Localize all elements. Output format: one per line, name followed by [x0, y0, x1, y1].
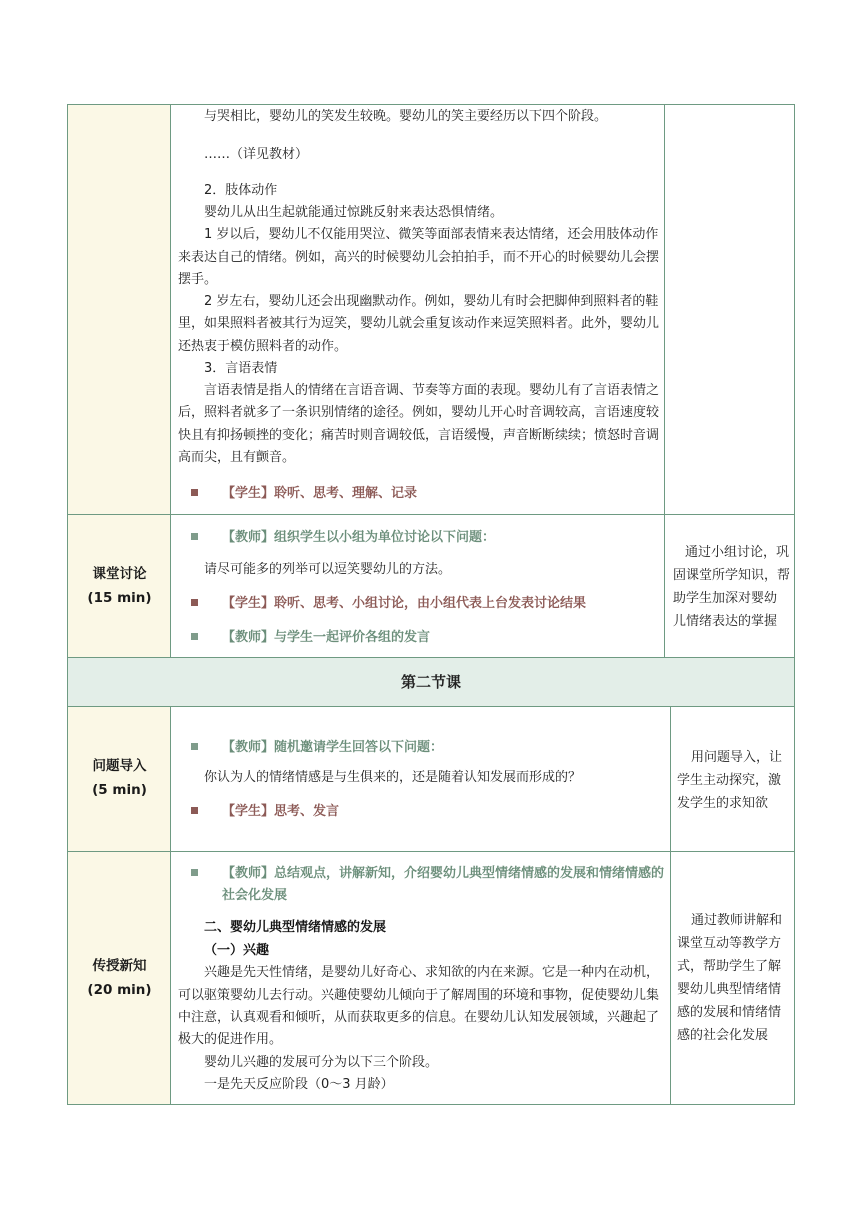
- text-line: 2 岁左右，婴幼儿还会出现幽默动作。例如，婴幼儿有时会把脚伸到照料者的鞋: [204, 294, 659, 309]
- intent-line: 用问题导入，让: [691, 750, 783, 765]
- teacher-activity: 【教师】总结观点，讲解新知，介绍婴幼儿典型情绪情感的发展和情绪情感的: [191, 863, 664, 885]
- student-activity: 【学生】聆听、思考、小组讨论，由小组代表上台发表讨论结果: [191, 593, 586, 615]
- section-header: 第二节课: [68, 658, 794, 706]
- bullet-square-icon: [191, 489, 198, 496]
- subheading: 3．言语表情: [204, 361, 278, 376]
- intent-line: 通过教师讲解和: [691, 913, 783, 928]
- row3-label-cell: [68, 707, 170, 851]
- bullet-square-icon: [191, 599, 198, 606]
- stage-duration: (15 min): [87, 590, 152, 606]
- row4-label-cell: [68, 852, 170, 1104]
- teacher-activity-cont: 社会化发展: [222, 888, 288, 903]
- teacher-activity: 【教师】与学生一起评价各组的发言: [191, 627, 430, 649]
- text-line: 高而尖，且有颤音。: [178, 450, 296, 465]
- intent-line: 课堂互动等教学方: [677, 936, 782, 951]
- text-line: 可以驱策婴幼儿去行动。兴趣使婴幼儿倾向于了解周围的环境和事物，促使婴幼儿集: [178, 988, 660, 1003]
- text-line: 婴幼儿兴趣的发展可分为以下三个阶段。: [204, 1055, 439, 1070]
- stage-title: 传授新知: [92, 958, 147, 974]
- text-line: ……（详见教材）: [204, 147, 309, 162]
- section-heading: 二、婴幼儿典型情绪情感的发展: [204, 920, 387, 935]
- bullet-square-icon: [191, 533, 198, 540]
- row3-content: [171, 707, 669, 851]
- row4-content: [171, 852, 669, 1104]
- stage-title: 问题导入: [92, 758, 147, 774]
- stage-title: 课堂讨论: [92, 566, 147, 582]
- text-line: 1 岁以后，婴幼儿不仅能用哭泣、微笑等面部表情来表达情绪，还会用肢体动作: [204, 227, 659, 242]
- row2-content: [171, 515, 663, 657]
- row3-design-intent: [671, 707, 793, 851]
- text-line: 来表达自己的情绪。例如，高兴的时候婴幼儿会拍拍手，而不开心的时候婴幼儿会摆: [178, 250, 660, 265]
- text-line: 中注意，认真观看和倾听，从而获取更多的信息。在婴幼儿认知发展领域，兴趣起了: [178, 1010, 660, 1025]
- text-line: 兴趣是先天性情绪，是婴幼儿好奇心、求知欲的内在来源。它是一种内在动机，: [204, 965, 660, 980]
- discussion-question: 请尽可能多的列举可以逗笑婴幼儿的方法。: [204, 562, 452, 577]
- bullet-square-icon: [191, 633, 198, 640]
- subheading: 2．肢体动作: [204, 183, 278, 198]
- text-line: 一是先天反应阶段（0～3 月龄）: [204, 1077, 394, 1092]
- text-line: 还热衷于模仿照料者的动作。: [178, 339, 348, 354]
- intent-line: 婴幼儿典型情绪情: [677, 982, 782, 997]
- text-line: 极大的促进作用。: [178, 1032, 283, 1047]
- row1-content: [171, 105, 663, 515]
- teacher-activity: 【教师】随机邀请学生回答以下问题：: [191, 737, 443, 759]
- student-activity: 【学生】思考、发言: [191, 801, 339, 823]
- bullet-square-icon: [191, 743, 198, 750]
- stage-duration: (5 min): [92, 782, 147, 798]
- text-line: 言语表情是指人的情绪在言语音调、节奏等方面的表现。婴幼儿有了言语表情之: [204, 383, 660, 398]
- intent-line: 发学生的求知欲: [677, 796, 769, 811]
- sub-heading: （一）兴趣: [204, 943, 270, 958]
- text-line: 婴幼儿从出生起就能通过惊跳反射来表达恐惧情绪。: [204, 205, 504, 220]
- intent-line: 感的发展和情绪情: [677, 1005, 782, 1020]
- text-line: 快且有抑扬顿挫的变化；痛苦时则音调较低，言语缓慢，声音断断续续；愤怒时音调: [178, 428, 660, 443]
- text-line: 里，如果照料者被其行为逗笑，婴幼儿就会重复该动作来逗笑照料者。此外，婴幼儿: [178, 316, 660, 331]
- intent-line: 感的社会化发展: [677, 1028, 769, 1043]
- intent-line: 助学生加深对婴幼: [673, 591, 778, 606]
- discussion-question: 你认为人的情绪情感是与生俱来的，还是随着认知发展而形成的？: [204, 770, 582, 785]
- intent-line: 通过小组讨论，巩: [685, 545, 790, 560]
- student-activity: 【学生】聆听、思考、理解、记录: [191, 483, 417, 505]
- teacher-activity: 【教师】组织学生以小组为单位讨论以下问题：: [191, 527, 495, 549]
- bullet-square-icon: [191, 807, 198, 814]
- intent-line: 学生主动探究，激: [677, 773, 782, 788]
- stage-duration: (20 min): [87, 982, 152, 998]
- text-line: 后，照料者就多了一条识别情绪的途径。例如，婴幼儿开心时音调较高，言语速度较: [178, 405, 660, 420]
- text-line: 与哭相比，婴幼儿的笑发生较晚。婴幼儿的笑主要经历以下四个阶段。: [204, 109, 608, 124]
- row4-design-intent: [671, 852, 793, 1104]
- row1-label-cell: [68, 105, 170, 515]
- row2-design-intent: [665, 515, 793, 657]
- intent-line: 式，帮助学生了解: [677, 959, 782, 974]
- text-line: 摆手。: [178, 272, 218, 287]
- bullet-square-icon: [191, 869, 198, 876]
- intent-line: 儿情绪表达的掌握: [673, 614, 778, 629]
- intent-line: 固课堂所学知识，帮: [673, 568, 791, 583]
- row2-label-cell: [68, 515, 170, 657]
